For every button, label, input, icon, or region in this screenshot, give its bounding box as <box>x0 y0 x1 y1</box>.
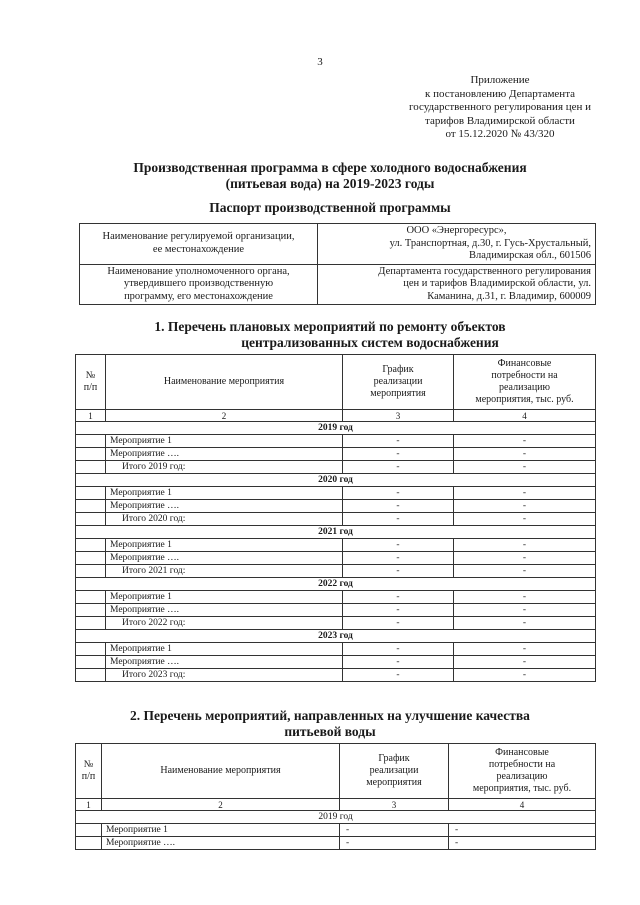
water-quality-measures-table <box>75 743 596 850</box>
header-text: № <box>83 759 94 770</box>
total-label: Итого 2021 год: <box>106 565 343 578</box>
table-row <box>76 487 596 500</box>
table-row <box>76 552 596 565</box>
section-title-line: 1. Перечень плановых мероприятий по ремонту объектов <box>154 319 506 334</box>
year-row <box>76 630 596 643</box>
row-number-cell <box>76 448 106 461</box>
year-row <box>76 526 596 539</box>
finance-cell: - <box>454 643 596 656</box>
row-number-cell <box>76 552 106 565</box>
column-number: 3 <box>343 410 454 422</box>
finance-cell: - <box>454 617 596 630</box>
schedule-cell: - <box>343 448 454 461</box>
value-line: Владимирская обл., 601506 <box>468 250 591 261</box>
table-header-row <box>76 744 596 799</box>
measure-name: Мероприятие 1 <box>106 487 343 500</box>
schedule-cell: - <box>343 461 454 474</box>
header-text: реализации <box>369 765 419 776</box>
finance-cell: - <box>449 837 596 850</box>
passport-row <box>80 264 596 305</box>
total-row <box>76 565 596 578</box>
measure-name: Мероприятие …. <box>106 552 343 565</box>
measure-name: Мероприятие …. <box>102 837 340 850</box>
row-number-cell <box>76 500 106 513</box>
passport-table <box>79 223 596 305</box>
column-number: 4 <box>449 799 596 811</box>
year-label: 2021 год <box>76 526 596 539</box>
year-label: 2019 год <box>76 811 596 824</box>
row-number-cell <box>76 643 106 656</box>
section1-title <box>60 319 600 351</box>
section2-title <box>60 708 600 740</box>
row-number-cell <box>76 656 106 669</box>
row-number-cell <box>76 591 106 604</box>
finance-cell: - <box>454 669 596 682</box>
measure-name: Мероприятие 1 <box>106 539 343 552</box>
label-line: ее местонахождение <box>152 243 245 255</box>
schedule-cell: - <box>340 824 449 837</box>
row-number-cell <box>76 604 106 617</box>
passport-value <box>318 264 596 305</box>
value-line: ООО «Энергоресурс», <box>406 225 507 236</box>
repair-measures-table <box>75 354 596 682</box>
schedule-cell: - <box>343 617 454 630</box>
header-name: Наименование мероприятия <box>102 744 340 799</box>
header-text: мероприятия, тыс. руб. <box>472 783 572 794</box>
measure-name: Мероприятие 1 <box>106 591 343 604</box>
schedule-cell: - <box>343 500 454 513</box>
header-finance <box>454 355 596 410</box>
schedule-cell: - <box>343 513 454 526</box>
row-number-cell <box>76 617 106 630</box>
schedule-cell: - <box>340 837 449 850</box>
column-number: 1 <box>76 799 102 811</box>
table-row <box>76 448 596 461</box>
finance-cell: - <box>454 656 596 669</box>
value-line: ул. Транспортная, д.30, г. Гусь-Хрустальный, <box>389 237 591 249</box>
label-line: утвердившего производственную <box>123 278 274 289</box>
measure-name: Мероприятие …. <box>106 500 343 513</box>
header-text: Финансовые <box>495 747 549 758</box>
column-number-row <box>76 799 596 811</box>
section-title-line: 2. Перечень мероприятий, направленных на улучшение качества <box>130 708 530 723</box>
header-text: мероприятия <box>370 388 426 399</box>
value-line: цен и тарифов Владимирской области, ул. <box>403 278 591 289</box>
finance-cell: - <box>454 487 596 500</box>
year-label: 2022 год <box>76 578 596 591</box>
row-number-cell <box>76 669 106 682</box>
total-label: Итого 2023 год: <box>106 669 343 682</box>
finance-cell: - <box>454 461 596 474</box>
table-row <box>76 591 596 604</box>
measure-name: Мероприятие …. <box>106 604 343 617</box>
value-line: Департамента государственного регулирования <box>378 265 591 277</box>
finance-cell: - <box>454 448 596 461</box>
measure-name: Мероприятие 1 <box>106 643 343 656</box>
appendix-line: Приложение <box>470 74 530 86</box>
row-number-cell <box>76 539 106 552</box>
header-text: реализации <box>373 376 423 387</box>
schedule-cell: - <box>343 669 454 682</box>
schedule-cell: - <box>343 591 454 604</box>
table-row <box>76 656 596 669</box>
header-schedule <box>340 744 449 799</box>
measure-name: Мероприятие …. <box>106 448 343 461</box>
table-header-row <box>76 355 596 410</box>
main-title <box>60 160 600 192</box>
header-finance <box>449 744 596 799</box>
label-line: Наименование уполномоченного органа, <box>107 265 290 277</box>
finance-cell: - <box>449 824 596 837</box>
value-line: Каманина, д.31, г. Владимир, 600009 <box>427 290 591 302</box>
row-number-cell <box>76 513 106 526</box>
table-row <box>76 643 596 656</box>
row-number-cell <box>76 565 106 578</box>
appendix-line: от 15.12.2020 № 43/320 <box>445 128 555 140</box>
passport-label <box>80 224 318 265</box>
schedule-cell: - <box>343 552 454 565</box>
appendix-line: к постановлению Департамента <box>424 87 576 100</box>
table-row <box>76 435 596 448</box>
header-text: п/п <box>83 382 98 393</box>
schedule-cell: - <box>343 487 454 500</box>
column-number-row <box>76 410 596 422</box>
column-number: 2 <box>102 799 340 811</box>
year-row <box>76 422 596 435</box>
table-row <box>76 824 596 837</box>
finance-cell: - <box>454 539 596 552</box>
header-text: мероприятия, тыс. руб. <box>475 394 574 405</box>
total-label: Итого 2019 год: <box>106 461 343 474</box>
measure-name: Мероприятие 1 <box>102 824 340 837</box>
header-text: потребности на <box>488 759 556 770</box>
column-number: 1 <box>76 410 106 422</box>
measure-name: Мероприятие 1 <box>106 435 343 448</box>
page-number: 3 <box>317 56 323 68</box>
main-title-line: Производственная программа в сфере холодного водоснабжения <box>133 160 527 175</box>
header-text: График <box>378 753 410 764</box>
finance-cell: - <box>454 500 596 513</box>
header-num <box>76 355 106 410</box>
schedule-cell: - <box>343 539 454 552</box>
total-row <box>76 513 596 526</box>
header-text: Финансовые <box>497 358 552 369</box>
total-row <box>76 669 596 682</box>
year-label: 2020 год <box>76 474 596 487</box>
total-row <box>76 461 596 474</box>
appendix-header <box>385 74 615 142</box>
column-number: 3 <box>340 799 449 811</box>
year-label: 2023 год <box>76 630 596 643</box>
finance-cell: - <box>454 435 596 448</box>
header-num <box>76 744 102 799</box>
table-row <box>76 837 596 850</box>
table-row <box>76 604 596 617</box>
header-text: График <box>382 364 414 375</box>
year-row <box>76 474 596 487</box>
label-line: Наименование регулируемой организации, <box>102 231 295 243</box>
total-row <box>76 617 596 630</box>
year-label: 2019 год <box>76 422 596 435</box>
schedule-cell: - <box>343 604 454 617</box>
section-title-line: питьевой воды <box>284 724 376 739</box>
header-text: реализацию <box>499 382 550 393</box>
header-text: потребности на <box>491 370 558 381</box>
header-schedule <box>343 355 454 410</box>
schedule-cell: - <box>343 435 454 448</box>
schedule-cell: - <box>343 565 454 578</box>
schedule-cell: - <box>343 656 454 669</box>
header-text: реализацию <box>496 771 548 782</box>
total-label: Итого 2022 год: <box>106 617 343 630</box>
appendix-line: государственного регулирования цен и <box>408 101 592 113</box>
year-row <box>76 578 596 591</box>
header-text: № <box>85 370 96 381</box>
section-title-line: централизованных систем водоснабжения <box>241 335 499 350</box>
header-text: мероприятия <box>366 777 422 788</box>
column-number: 2 <box>106 410 343 422</box>
label-line: программу, его местонахождение <box>124 290 273 302</box>
schedule-cell: - <box>343 643 454 656</box>
finance-cell: - <box>454 552 596 565</box>
column-number: 4 <box>454 410 596 422</box>
passport-value <box>318 224 596 265</box>
header-text: п/п <box>81 771 96 782</box>
row-number-cell <box>76 435 106 448</box>
total-label: Итого 2020 год: <box>106 513 343 526</box>
passport-label <box>80 264 318 305</box>
passport-row <box>80 224 596 265</box>
passport-title: Паспорт производственной программы <box>209 200 451 215</box>
finance-cell: - <box>454 604 596 617</box>
finance-cell: - <box>454 513 596 526</box>
finance-cell: - <box>454 591 596 604</box>
row-number-cell <box>76 461 106 474</box>
row-number-cell <box>76 837 102 850</box>
appendix-line: тарифов Владимирской области <box>425 114 575 127</box>
row-number-cell <box>76 824 102 837</box>
main-title-line: (питьевая вода) на 2019-2023 годы <box>225 176 435 191</box>
row-number-cell <box>76 487 106 500</box>
table-row <box>76 539 596 552</box>
year-row <box>76 811 596 824</box>
header-name: Наименование мероприятия <box>106 355 343 410</box>
measure-name: Мероприятие …. <box>106 656 343 669</box>
finance-cell: - <box>454 565 596 578</box>
table-row <box>76 500 596 513</box>
